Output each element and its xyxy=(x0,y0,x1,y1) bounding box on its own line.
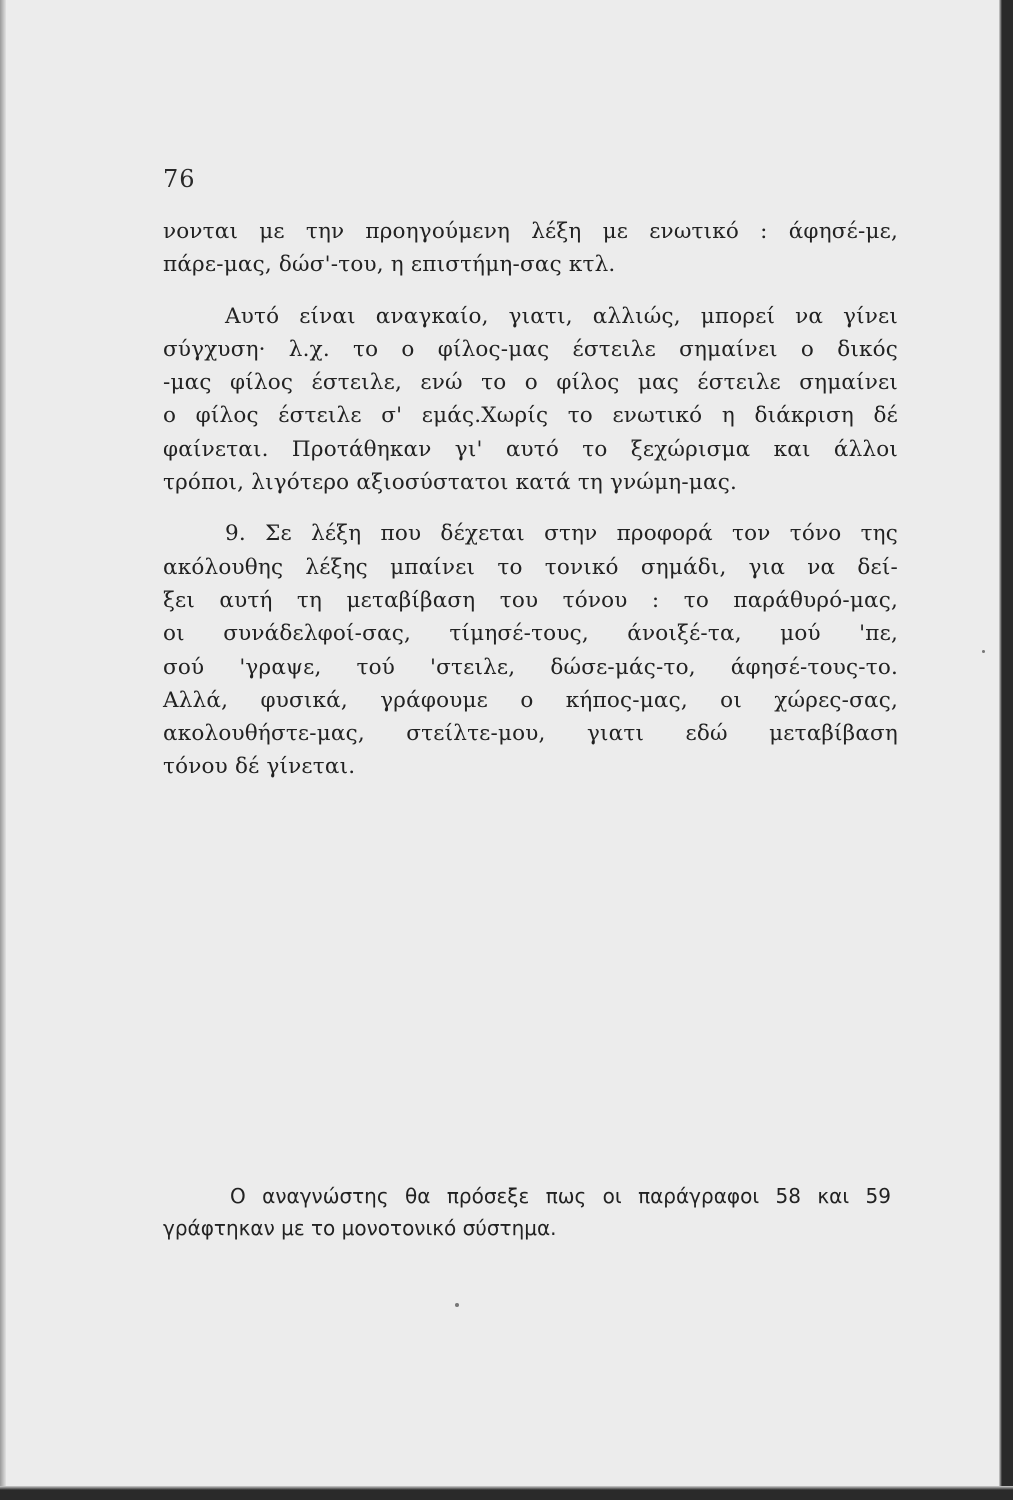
scan-speck xyxy=(982,650,985,653)
text-line: σού 'γραψε, τού 'στειλε, δώσε-μάς-το, άφησέ-τους-το. xyxy=(163,654,898,680)
text-line: Αυτό είναι αναγκαίο, γιατι, αλλιώς, μπορεί να γίνει xyxy=(225,303,898,329)
text-line: -μας φίλος έστειλε, ενώ το ο φίλος μας έστειλε σημαίνει xyxy=(163,370,898,396)
text-line: νονται με την προηγούμενη λέξη με ενωτικό : άφησέ-με, xyxy=(163,219,898,244)
text-line: ακόλουθης λέξης μπαίνει το τονικό σημάδι, για να δεί- xyxy=(163,554,898,580)
text-line: οι συνάδελφοί-σας, τίμησέ-τους, άνοιξέ-τα, μού 'πε, xyxy=(163,621,898,647)
text-line: σύγχυση· λ.χ. το ο φίλος-μας έστειλε σημαίνει ο δικός xyxy=(163,336,898,362)
footnote-line: Ο αναγνώστης θα πρόσεξε πως οι παράγραφοι 58 και 59 xyxy=(230,1184,891,1208)
scan-right-border xyxy=(999,0,1013,1500)
text-line: ξει αυτή τη μεταβίβαση του τόνου : το παράθυρό-μας, xyxy=(163,587,898,613)
body-text xyxy=(163,215,898,784)
footnote xyxy=(163,1180,891,1244)
page-number: 76 xyxy=(163,165,196,193)
text-line: τρόποι, λιγότερο αξιοσύστατοι κατά τη γνώμη-μας. xyxy=(163,470,737,496)
text-line: ο φίλος έστειλε σ' εμάς.Χωρίς το ενωτικό η διάκριση δέ xyxy=(163,403,898,429)
text-line: φαίνεται. Προτάθηκαν γι' αυτό το ξεχώρισμα και άλλοι xyxy=(163,436,898,462)
paragraph-2 xyxy=(163,300,898,500)
text-line: ακολουθήστε-μας, στείλτε-μου, γιατι εδώ μεταβίβαση xyxy=(163,721,898,747)
scan-bottom-border xyxy=(0,1486,1013,1500)
text-line: πάρε-μας, δώσ'-του, η επιστήμη-σας κτλ. xyxy=(163,252,616,278)
scan-speck xyxy=(455,1303,459,1307)
text-line: 9. Σε λέξη που δέχεται στην προφορά τον τόνο της xyxy=(225,521,898,547)
scan-left-shadow xyxy=(0,0,6,1500)
text-line: Αλλά, φυσικά, γράφουμε ο κήπος-μας, οι χώρες-σας, xyxy=(163,687,898,713)
text-line: τόνου δέ γίνεται. xyxy=(163,754,356,780)
paragraph-1 xyxy=(163,215,898,282)
paragraph-3 xyxy=(163,517,898,783)
footnote-line: γράφτηκαν με το μονοτονικό σύστημα. xyxy=(163,1216,557,1240)
